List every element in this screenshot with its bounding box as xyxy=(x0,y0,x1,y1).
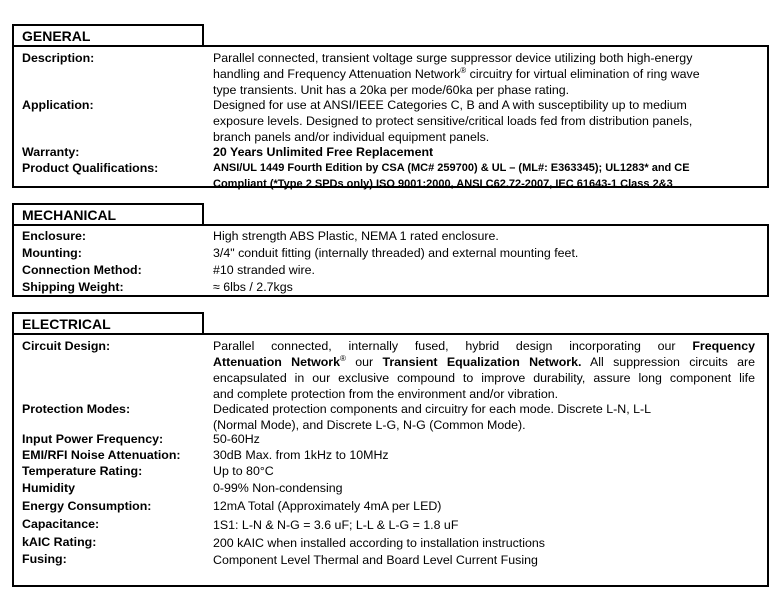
kaic-rating-value: 200 kAIC when installed according to installation instructions xyxy=(213,536,545,550)
shipping-weight-value: ≈ 6lbs / 2.7kgs xyxy=(213,280,293,294)
emi-rfi-label: EMI/RFI Noise Attenuation: xyxy=(22,448,181,462)
temperature-rating-label: Temperature Rating: xyxy=(22,464,143,478)
mechanical-section xyxy=(12,224,769,297)
shipping-weight-label: Shipping Weight: xyxy=(22,280,124,294)
circuit-design-label: Circuit Design: xyxy=(22,339,111,353)
input-power-frequency-label: Input Power Frequency: xyxy=(22,432,164,446)
emi-rfi-value: 30dB Max. from 1kHz to 10MHz xyxy=(213,448,389,462)
mounting-label: Mounting: xyxy=(22,246,82,260)
capacitance-value: 1S1: L-N & N-G = 3.6 uF; L-L & L-G = 1.8 uF xyxy=(213,518,459,532)
connection-method-value: #10 stranded wire. xyxy=(213,263,315,277)
fusing-label: Fusing: xyxy=(22,552,67,566)
application-label: Application: xyxy=(22,98,94,112)
kaic-rating-label: kAIC Rating: xyxy=(22,535,97,549)
protection-modes-value: Dedicated protection components and circuitry for each mode. Discrete L-N, L-L (Normal Mode), and Discrete L-G, N-G (Common Mode). xyxy=(213,402,652,432)
temperature-rating-value: Up to 80°C xyxy=(213,464,274,478)
energy-consumption-label: Energy Consumption: xyxy=(22,499,152,513)
application-value: Designed for use at ANSI/IEEE Categories C, B and A with susceptibility up to medium exposure levels. Designed to protect sensitive/critical loads fed from distribution panels, branch panels and/or individual equipment panels. xyxy=(213,98,693,144)
general-heading: GENERAL xyxy=(12,24,204,46)
circuit-design-value: Parallel connected, internally fused, hybrid design incorporating our Frequency Attenuation Network® our Transient Equalization Network. All suppression circuits are encapsulated in our exclusive compound to improve durability, assure long component life and complete protection from the environment and/or vibration. xyxy=(213,339,755,401)
description-label: Description: xyxy=(22,51,95,65)
general-section xyxy=(12,45,769,188)
enclosure-value: High strength ABS Plastic, NEMA 1 rated enclosure. xyxy=(213,229,499,243)
warranty-label: Warranty: xyxy=(22,145,80,159)
humidity-value: 0-99% Non-condensing xyxy=(213,481,343,495)
humidity-label: Humidity xyxy=(22,481,76,495)
description-value: Parallel connected, transient voltage surge suppressor device utilizing both high-energy handling and Frequency Attenuation Network® circuitry for virtual elimination of ring wave type transients. Unit has a 20ka per mode/60ka per phase rating. xyxy=(213,51,700,97)
fusing-value: Component Level Thermal and Board Level Current Fusing xyxy=(213,553,538,567)
capacitance-label: Capacitance: xyxy=(22,517,100,531)
qualifications-value: ANSI/UL 1449 Fourth Edition by CSA (MC# 259700) & UL – (ML#: E363345); UL1283* and CE Compliant (*Type 2 SPDs only) ISO 9001:2000, ANSI C62.72-2007, IEC 61643-1 Class 2&3 xyxy=(213,162,690,190)
qualifications-label: Product Qualifications: xyxy=(22,161,159,175)
electrical-section xyxy=(12,333,769,587)
input-power-frequency-value: 50-60Hz xyxy=(213,432,260,446)
mechanical-heading: MECHANICAL xyxy=(12,203,204,225)
warranty-value: 20 Years Unlimited Free Replacement xyxy=(213,145,434,159)
energy-consumption-value: 12mA Total (Approximately 4mA per LED) xyxy=(213,499,442,513)
protection-modes-label: Protection Modes: xyxy=(22,402,131,416)
enclosure-label: Enclosure: xyxy=(22,229,87,243)
connection-method-label: Connection Method: xyxy=(22,263,142,277)
electrical-heading: ELECTRICAL xyxy=(12,312,204,334)
mounting-value: 3/4" conduit fitting (internally threaded) and external mounting feet. xyxy=(213,246,579,260)
